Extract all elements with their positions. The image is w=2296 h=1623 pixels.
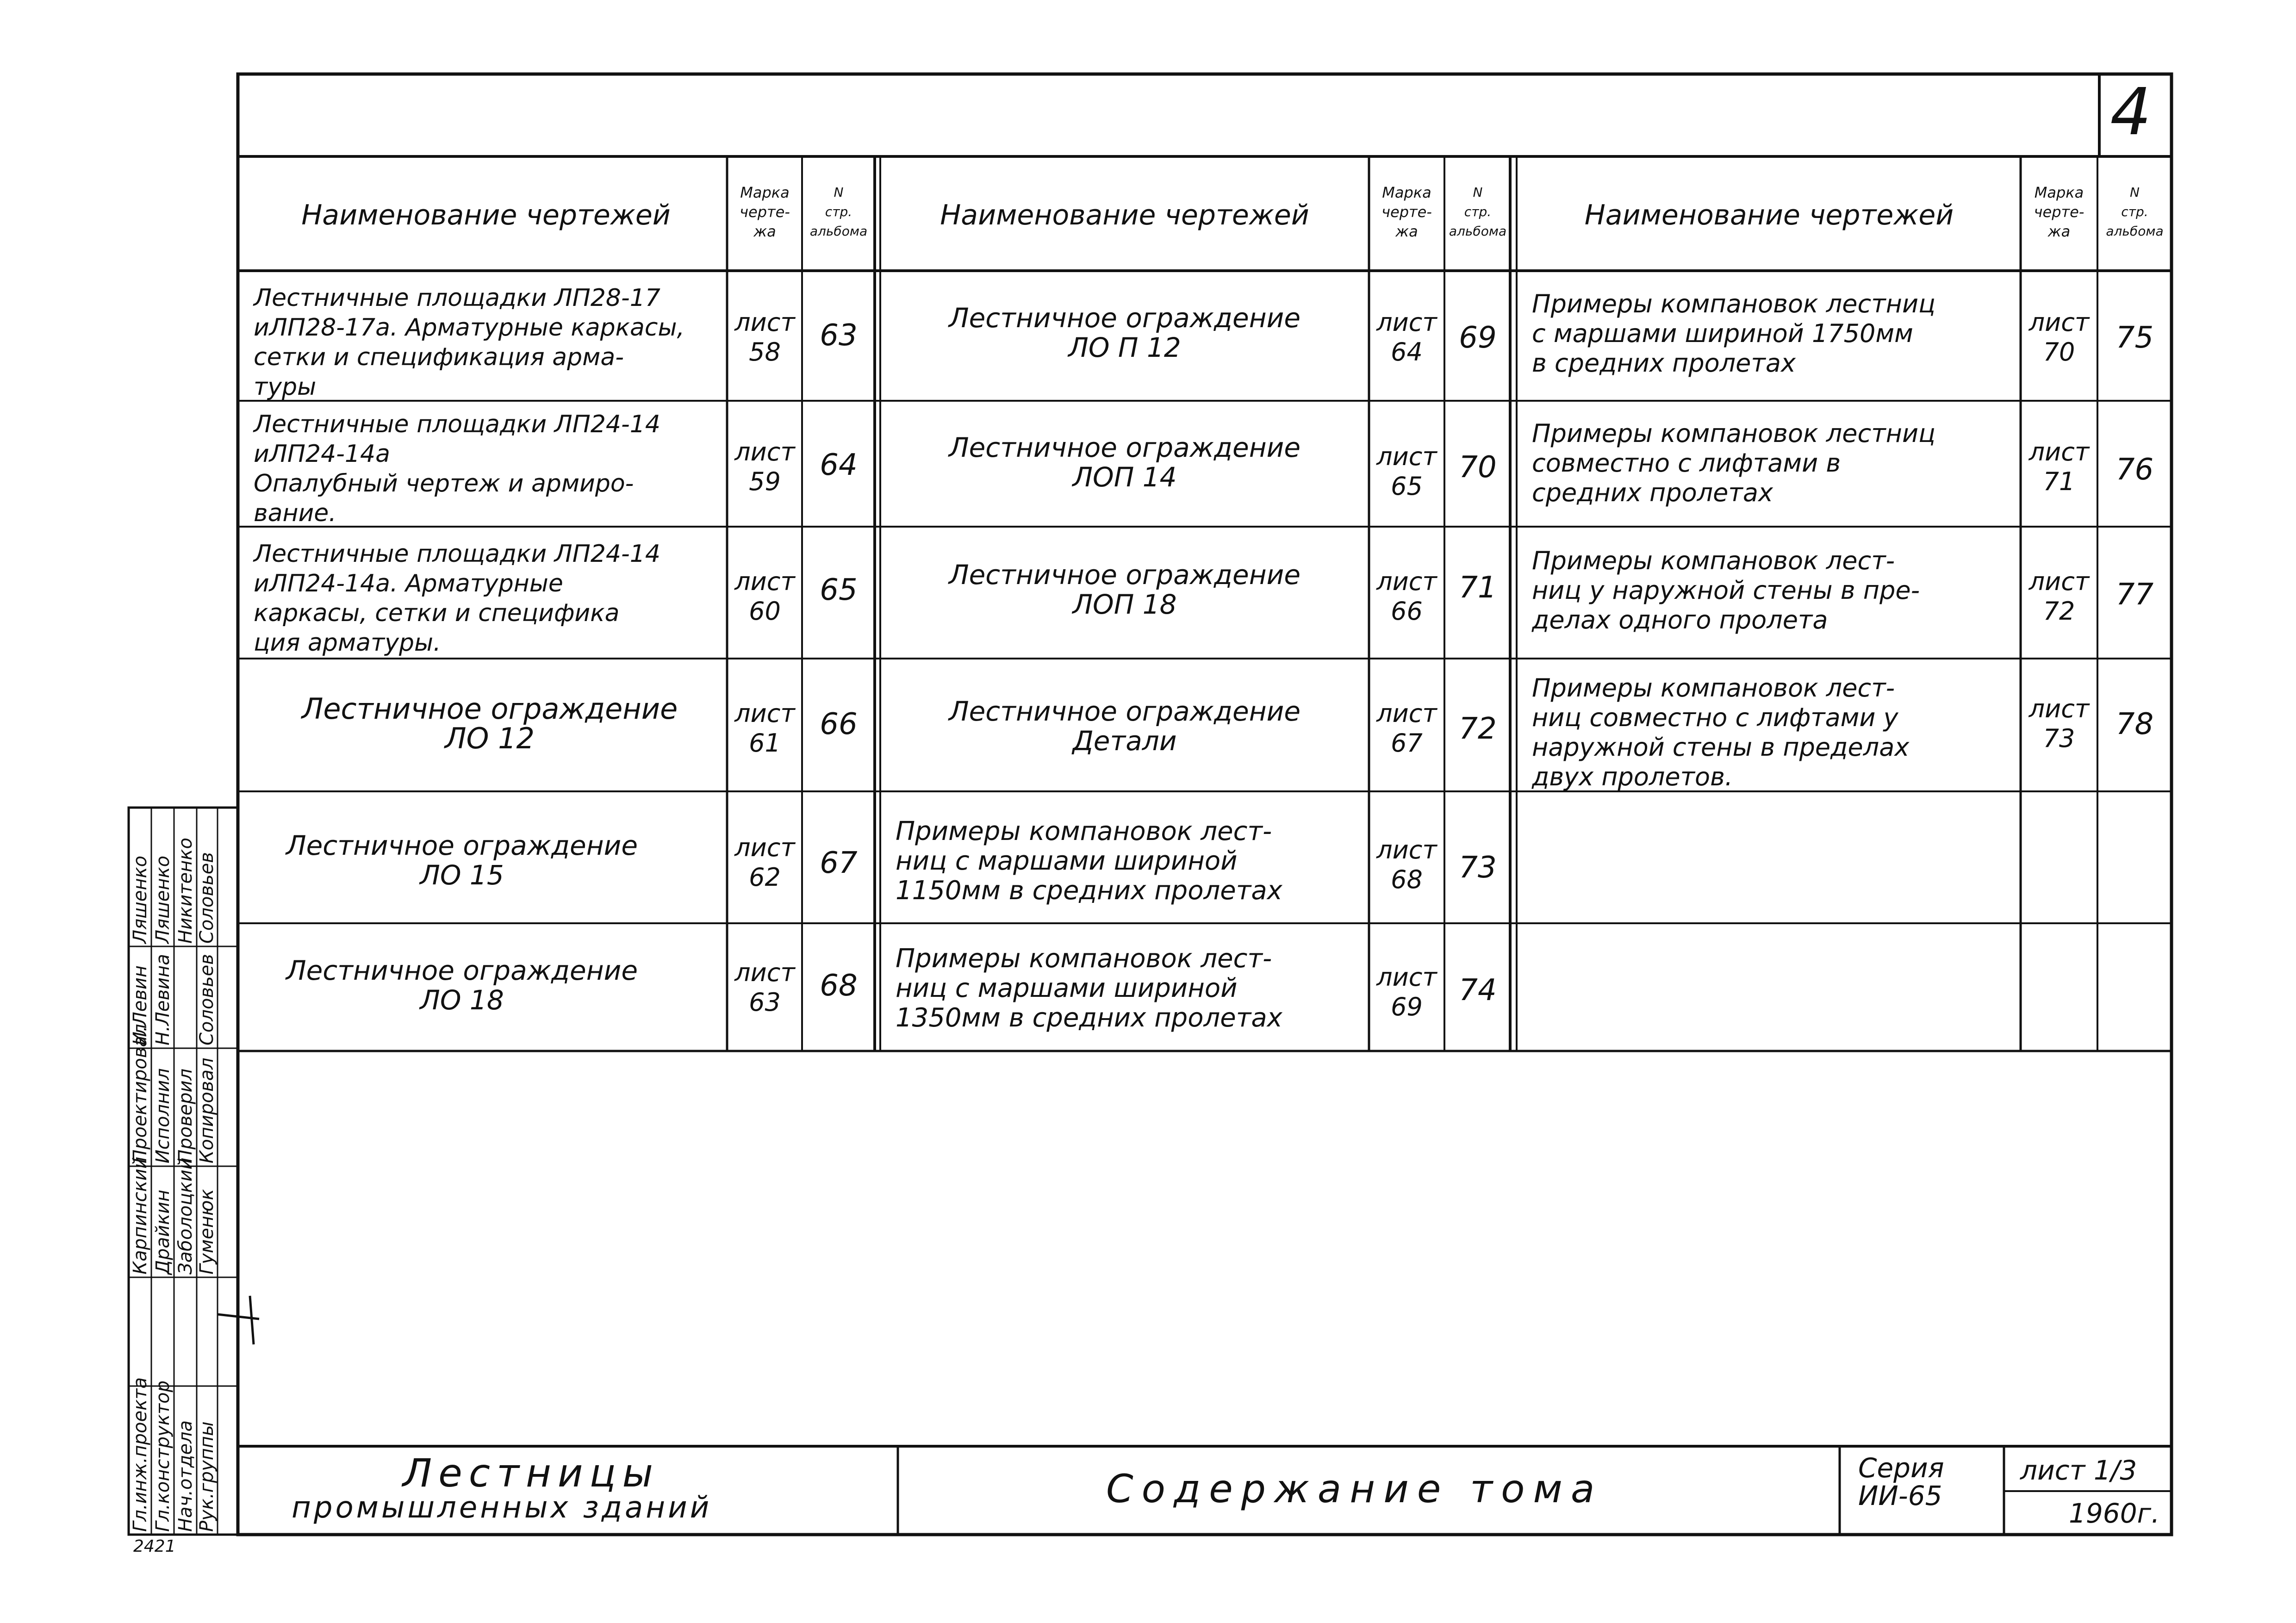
row1-right-page: 75	[2116, 321, 2154, 355]
row5-left-name: Лестничное ограждение ЛО 15	[286, 830, 638, 891]
page-number: 4	[2110, 75, 2152, 150]
row2-left-mark: лист 59	[734, 437, 795, 496]
row3-right-mark: лист 72	[2028, 567, 2090, 626]
stamp-signer-4: Соловьев	[196, 954, 218, 1045]
footer-year: 1960г.	[2069, 1498, 2160, 1529]
row6-middle-page: 74	[1459, 973, 1497, 1007]
row1-left-mark: лист 58	[734, 308, 795, 367]
side-number: 2421	[133, 1537, 176, 1556]
stamp-name-4: Гуменюк	[196, 1189, 218, 1275]
row2-right-name: Примеры компановок лестниц совместно с лифтами в средних пролетах	[1532, 419, 1935, 507]
row6-left-mark: лист 63	[734, 958, 795, 1017]
row3-middle-mark: лист 66	[1376, 567, 1437, 626]
header-name-1: Наименование чертежей	[301, 199, 671, 231]
header-mark-2: Марка черте- жа	[1381, 184, 1432, 240]
row6-left-page: 68	[820, 969, 858, 1003]
row5-left-mark: лист 62	[734, 833, 795, 892]
stamp-name-1: Карпинский	[130, 1157, 151, 1275]
footer-title-line1: Лестницы	[403, 1450, 660, 1496]
stamp-author-1: Ляшенко	[130, 855, 151, 944]
row4-left-page: 66	[820, 707, 858, 741]
approval-stamp	[129, 808, 238, 1535]
row4-left-mark: лист 61	[734, 699, 795, 758]
row1-left-name: Лестничные площадки ЛП28-17 иЛП28-17а. Арматурные каркасы, сетки и спецификация арма- туры	[254, 284, 685, 401]
row5-middle-mark: лист 68	[1376, 835, 1437, 894]
row1-left-page: 63	[820, 318, 858, 353]
row6-left-name: Лестничное ограждение ЛО 18	[286, 955, 638, 1016]
row5-middle-name: Примеры компановок лест- ниц с маршами шириной 1150мм в средних пролетах	[896, 816, 1282, 906]
row3-right-name: Примеры компановок лест- ниц у наружной стены в пре- делах одного пролета	[1532, 546, 1920, 634]
header-name-2: Наименование чертежей	[940, 199, 1309, 231]
row1-middle-mark: лист 64	[1376, 308, 1437, 367]
header-page-3: N стр. альбома	[2106, 185, 2164, 239]
row4-middle-mark: лист 67	[1376, 699, 1437, 758]
row5-middle-page: 73	[1459, 851, 1497, 885]
row4-middle-name: Лестничное ограждение Детали	[948, 696, 1301, 757]
stamp-name-2: Драйкин	[152, 1189, 174, 1275]
row1-right-mark: лист 70	[2028, 308, 2090, 367]
row2-middle-mark: лист 65	[1376, 442, 1437, 501]
row4-middle-page: 72	[1459, 712, 1497, 746]
stamp-action-3: Проверил	[175, 1068, 196, 1163]
header-mark-3: Марка черте- жа	[2034, 184, 2084, 240]
row3-left-page: 65	[820, 573, 858, 607]
row3-middle-page: 71	[1459, 571, 1497, 605]
row4-right-name: Примеры компановок лест- ниц совместно с лифтами у наружной стены в пределах двух пролетов.	[1532, 673, 1910, 791]
stamp-role-4: Рук.группы	[196, 1421, 218, 1532]
row3-left-name: Лестничные площадки ЛП24-14 иЛП24-14а. Арматурные каркасы, сетки и специфика ция арматуры.	[254, 540, 660, 657]
row3-left-mark: лист 60	[734, 567, 795, 626]
row6-middle-name: Примеры компановок лест- ниц с маршами шириной 1350мм в средних пролетах	[896, 944, 1282, 1033]
row2-left-name: Лестничные площадки ЛП24-14 иЛП24-14а Опалубный чертеж и армиро- вание.	[254, 410, 660, 527]
row2-right-mark: лист 71	[2028, 437, 2090, 496]
stamp-signer-1: И.Левин	[130, 965, 151, 1045]
row4-right-page: 78	[2116, 707, 2154, 741]
row6-middle-mark: лист 69	[1376, 963, 1437, 1021]
stamp-role-3: Нач.отдела	[175, 1420, 196, 1532]
header-name-3: Наименование чертежей	[1584, 199, 1954, 231]
stamp-action-2: Исполнил	[152, 1068, 174, 1163]
stamp-signer-2: Н.Левина	[152, 954, 174, 1045]
stamp-role-1: Гл.инж.проекта	[130, 1377, 151, 1532]
row4-left-name: Лестничное ограждение ЛО 12	[301, 692, 678, 755]
row2-left-page: 64	[820, 448, 858, 482]
row5-left-page: 67	[820, 846, 858, 880]
row2-right-page: 76	[2116, 453, 2154, 487]
footer-center-title: Содержание тома	[1106, 1466, 1603, 1511]
stamp-author-2: Ляшенко	[152, 855, 174, 944]
header-mark-1: Марка черте- жа	[740, 184, 790, 240]
stamp-author-3: Никитенко	[175, 838, 196, 944]
footer-sheet: лист 1/3	[2020, 1455, 2137, 1486]
row3-right-page: 77	[2116, 578, 2154, 612]
header-page-1: N стр. альбома	[809, 185, 868, 239]
footer-series-value: ИИ-65	[1858, 1480, 1942, 1511]
stamp-name-3: Заболоцкий	[175, 1157, 196, 1275]
stamp-action-1: Проектировал	[130, 1024, 151, 1163]
row1-middle-page: 69	[1459, 321, 1497, 355]
footer-series-label: Серия	[1858, 1452, 1944, 1484]
row2-middle-name: Лестничное ограждение ЛОП 14	[948, 432, 1301, 493]
stamp-author-4: Соловьев	[196, 852, 218, 944]
row2-middle-page: 70	[1459, 450, 1497, 485]
stamp-role-2: Гл.конструктор	[152, 1380, 174, 1532]
header-page-2: N стр. альбома	[1449, 185, 1507, 239]
stamp-action-4: Копировал	[196, 1057, 218, 1163]
row3-middle-name: Лестничное ограждение ЛОП 18	[948, 559, 1301, 620]
row1-right-name: Примеры компановок лестниц с маршами шириной 1750мм в средних пролетах	[1532, 289, 1935, 378]
footer-title-line2: промышленных зданий	[292, 1491, 712, 1525]
row4-right-mark: лист 73	[2028, 694, 2090, 753]
row1-middle-name: Лестничное ограждение ЛО П 12	[948, 302, 1301, 363]
